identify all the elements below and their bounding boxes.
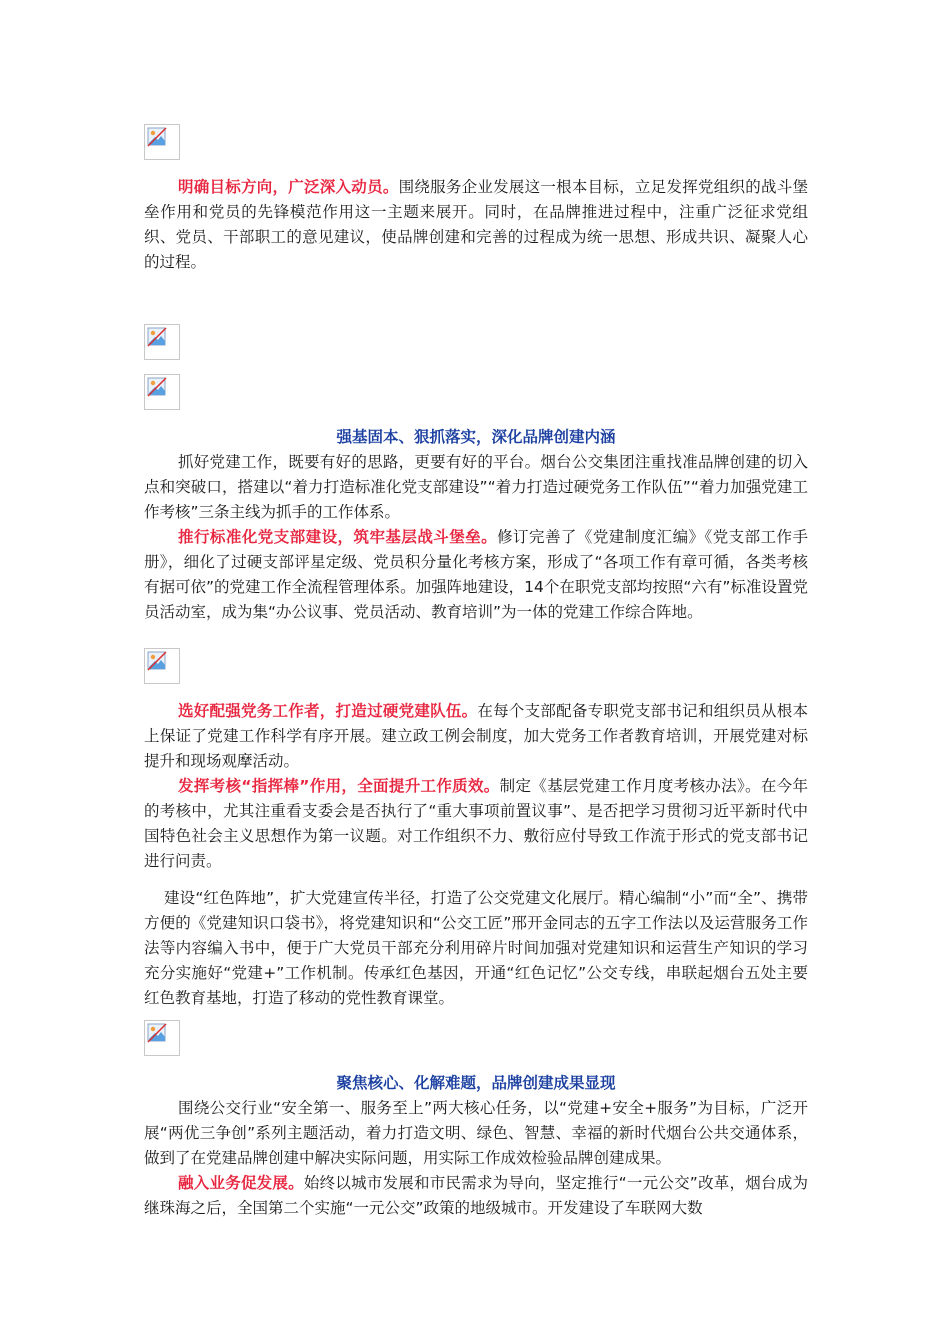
- paragraph-text: 围绕服务企业发展这一根本目标，立足发挥党组织的战斗堡垒作用和党员的先锋模范作用这一主题来展开。同时，在品牌推进过程中，注重广泛征求党组织、党员、干部职工的意见建议，使品牌创建和完善的过程成为统一思想、形成共识、凝聚人心的过程。: [144, 178, 808, 271]
- paragraph-text: 始终以城市发展和市民需求为导向，坚定推行“一元公交”改革，烟台成为继珠海之后，全国第二个实施“一元公交”政策的地级城市。开发建设了车联网大数: [144, 1174, 808, 1217]
- section-heading: 聚焦核心、化解难题，品牌创建成果显现: [336, 1074, 616, 1092]
- paragraph-standardization: [144, 525, 808, 625]
- section-heading: 强基固本、狠抓落实，深化品牌创建内涵: [336, 428, 616, 446]
- lead-phrase: 发挥考核“指挥棒”作用，全面提升工作质效。: [178, 777, 500, 795]
- broken-image-icon: [144, 1020, 180, 1056]
- lead-phrase: 选好配强党务工作者，打造过硬党建队伍。: [178, 702, 478, 720]
- paragraph-assessment: [144, 774, 808, 874]
- broken-image-icon: [144, 324, 180, 360]
- paragraph-intro: 围绕公交行业“安全第一、服务至上”两大核心任务，以“党建+安全+服务”为目标，广泛开展“两优三争创”系列主题活动，着力打造文明、绿色、智慧、幸福的新时代烟台公共交通体系，做到了在党建品牌创建中解决实际问题，用实际工作成效检验品牌创建成果。: [144, 1099, 808, 1167]
- paragraph-red-base: 建设“红色阵地”，扩大党建宣传半径，打造了公交党建文化展厅。精心编制“小”而“全”、携带方便的《党建知识口袋书》，将党建知识和“公交工匠”邢开金同志的五字工作法以及运营服务工作法等内容编入书中，便于广大党员干部充分利用碎片时间加强对党建知识和运营生产知识的学习充分实施好“党建+”工作机制。传承红色基因，开通“红色记忆”公交专线，串联起烟台五处主要红色教育基地，打造了移动的党性教育课堂。: [144, 889, 808, 1007]
- paragraph-business: [144, 1171, 808, 1221]
- broken-image-icon: [144, 124, 180, 160]
- paragraph-mobilization: [144, 175, 808, 275]
- paragraph-intro: 抓好党建工作，既要有好的思路，更要有好的平台。烟台公交集团注重找准品牌创建的切入点和突破口，搭建以“着力打造标准化党支部建设”“着力打造过硬党务工作队伍”“着力加强党建工作考核”三条主线为抓手的工作体系。: [144, 453, 808, 521]
- paragraph-party-workers: [144, 699, 808, 774]
- lead-phrase: 融入业务促发展。: [178, 1174, 304, 1192]
- lead-phrase: 推行标准化党支部建设，筑牢基层战斗堡垒。: [178, 528, 498, 546]
- paragraph-text: 修订完善了《党建制度汇编》《党支部工作手册》，细化了过硬支部评星定级、党员积分量化考核方案，形成了“各项工作有章可循，各类考核有据可依”的党建工作全流程管理体系。加强阵地建设，14个在职党支部均按照“六有”标准设置党员活动室，成为集“办公议事、党员活动、教育培训”为一体的党建工作综合阵地。: [144, 528, 808, 621]
- lead-phrase: 明确目标方向，广泛深入动员。: [178, 178, 399, 196]
- paragraph-text: 制定《基层党建工作月度考核办法》。在今年的考核中，尤其注重看支委会是否执行了“重大事项前置议事”、是否把学习贯彻习近平新时代中国特色社会主义思想作为第一议题。对工作组织不力、敷衍应付导致工作流于形式的党支部书记进行问责。: [144, 777, 808, 870]
- paragraph-text: 在每个支部配备专职党支部书记和组织员从根本上保证了党建工作科学有序开展。建立政工例会制度，加大党务工作者教育培训，开展党建对标提升和现场观摩活动。: [144, 702, 808, 770]
- broken-image-icon: [144, 374, 180, 410]
- broken-image-icon: [144, 648, 180, 684]
